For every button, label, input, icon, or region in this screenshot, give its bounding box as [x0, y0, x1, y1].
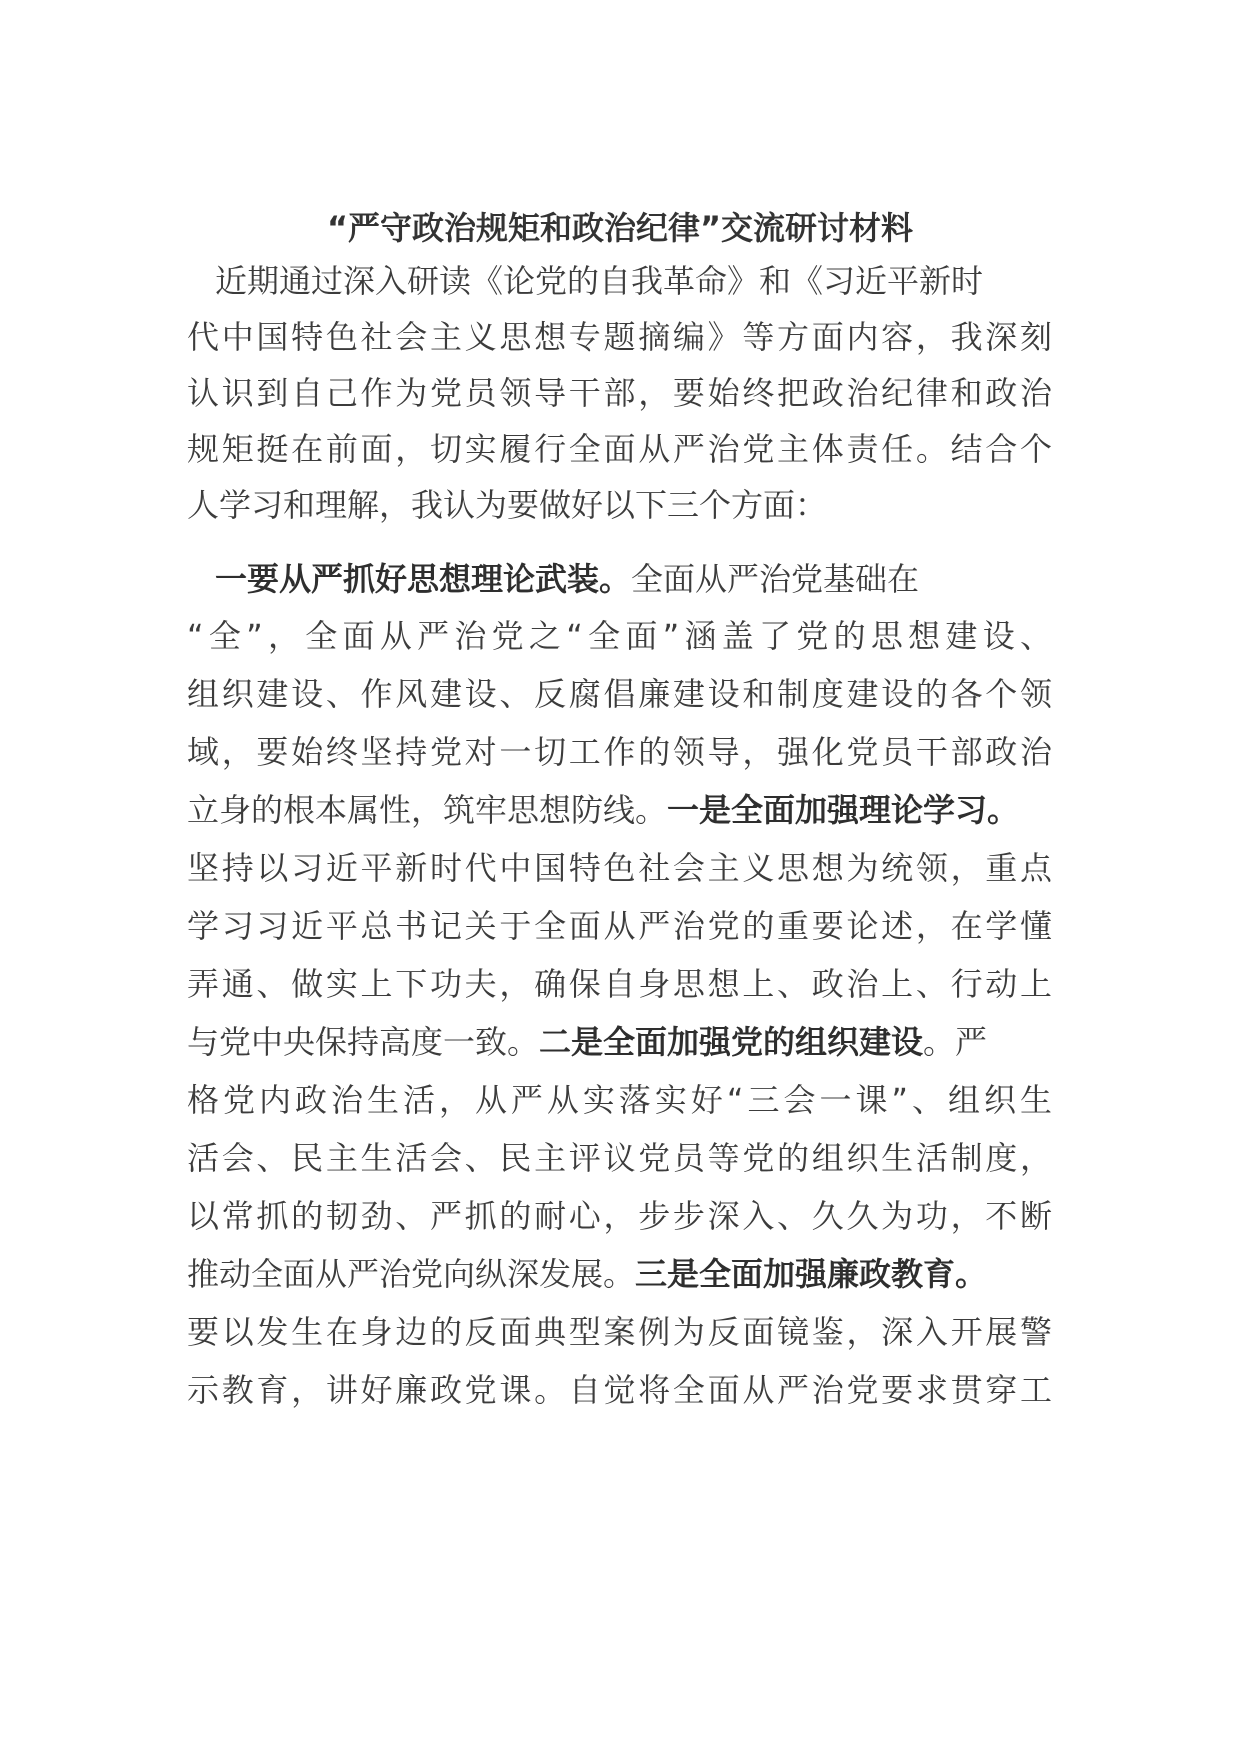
- paragraph-line: [187, 785, 1019, 835]
- paragraph-line: 弄通、做实上下功夫，确保自身思想上、政治上、行动上: [187, 965, 1052, 1003]
- paragraph-line: 组织建设、作风建设、反腐倡廉建设和制度建设的各个领: [187, 675, 1052, 713]
- point-heading: 二是全面加强党的组织建设: [539, 1023, 924, 1061]
- document-title: “严守政治规矩和政治纪律”交流研讨材料: [326, 209, 914, 247]
- paragraph-line: 以常抓的韧劲、严抓的耐心，步步深入、久久为功，不断: [187, 1197, 1052, 1235]
- paragraph-line: 格党内政治生活，从严从实落实好“三会一课”、组织生: [187, 1081, 1052, 1119]
- paragraph-line: 代中国特色社会主义思想专题摘编》等方面内容，我深刻: [187, 318, 1052, 356]
- paragraph-line: 要以发生在身边的反面典型案例为反面镜鉴，深入开展警: [187, 1313, 1052, 1351]
- paragraph-line: [187, 1249, 987, 1299]
- paragraph-text: 推动全面从严治党向纵深发展。: [187, 1255, 636, 1293]
- paragraph-line: 人学习和理解，我认为要做好以下三个方面：: [187, 486, 828, 524]
- paragraph-line: 规矩挺在前面，切实履行全面从严治党主体责任。结合个: [187, 430, 1052, 468]
- paragraph-line: [187, 1017, 987, 1067]
- section-heading: 一要从严抓好思想理论武装。: [215, 560, 632, 598]
- paragraph-line: 域，要始终坚持党对一切工作的领导，强化党员干部政治: [187, 733, 1052, 771]
- paragraph-line: 活会、民主生活会、民主评议党员等党的组织生活制度，: [187, 1139, 1052, 1177]
- paragraph-line: 近期通过深入研读《论党的自我革命》和《习近平新时: [215, 262, 984, 300]
- paragraph-line: 认识到自己作为党员领导干部，要始终把政治纪律和政治: [187, 374, 1052, 412]
- paragraph-line: 示教育，讲好廉政党课。自觉将全面从严治党要求贯穿工: [187, 1371, 1052, 1409]
- paragraph-text: 全面从严治党基础在: [631, 560, 920, 598]
- point-heading: 一是全面加强理论学习。: [667, 791, 1020, 829]
- paragraph-line: [215, 554, 919, 604]
- paragraph-line: 坚持以习近平新时代中国特色社会主义思想为统领，重点: [187, 849, 1052, 887]
- paragraph-line: 学习习近平总书记关于全面从严治党的重要论述，在学懂: [187, 907, 1052, 945]
- point-heading: 三是全面加强廉政教育。: [635, 1255, 988, 1293]
- paragraph-text: 。严: [923, 1023, 988, 1061]
- paragraph-text: 与党中央保持高度一致。: [187, 1023, 540, 1061]
- paragraph-text: 立身的根本属性，筑牢思想防线。: [187, 791, 668, 829]
- paragraph-line: “全”，全面从严治党之“全面”涵盖了党的思想建设、: [187, 617, 1052, 655]
